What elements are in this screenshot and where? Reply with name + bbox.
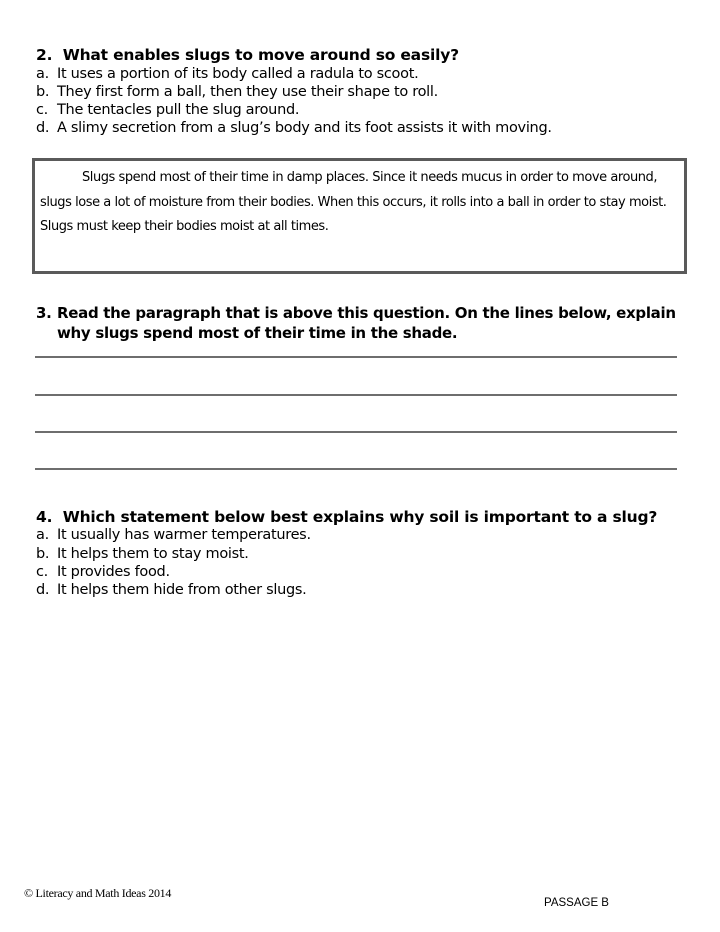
copyright-footer: © Literacy and Math Ideas 2014 (24, 886, 172, 900)
option-text: It helps them to stay moist. (57, 546, 249, 562)
question-4-option-c[interactable] (36, 563, 170, 582)
option-text: It provides food. (57, 564, 170, 580)
question-2-option-d[interactable] (36, 119, 552, 138)
passage-label: PASSAGE B (544, 897, 609, 909)
question-2-option-a[interactable] (36, 65, 418, 84)
question-2-text: What enables slugs to move around so easily? (62, 46, 459, 64)
option-text: It uses a portion of its body called a radula to scoot. (57, 66, 419, 82)
question-4-option-a[interactable] (36, 526, 311, 545)
question-4-number: 4. (36, 508, 53, 526)
option-letter: a. (36, 66, 49, 82)
option-text: A slimy secretion from a slug’s body and its foot assists it with moving. (57, 120, 552, 136)
question-2-title (36, 46, 459, 64)
passage-text: Slugs spend most of their time in damp places. Since it needs mucus in order to move around, slugs lose a lot of moisture from their bodies. When this occurs, it rolls into a ball in order to stay moist. Slugs must keep their bodies moist at all times. (40, 170, 667, 234)
answer-line-2[interactable] (35, 394, 677, 396)
option-letter: b. (36, 546, 50, 562)
question-3-number: 3. (36, 304, 52, 322)
option-text: They first form a ball, then they use their shape to roll. (57, 84, 438, 100)
option-text: It usually has warmer temperatures. (57, 527, 311, 543)
question-3-title (36, 304, 696, 343)
option-letter: b. (36, 84, 50, 100)
answer-line-4[interactable] (35, 468, 677, 470)
option-text: The tentacles pull the slug around. (57, 102, 300, 118)
question-4-title (36, 508, 657, 526)
question-4-option-b[interactable] (36, 545, 249, 564)
option-text: It helps them hide from other slugs. (57, 582, 307, 598)
option-letter: d. (36, 120, 50, 136)
question-4-text: Which statement below best explains why soil is important to a slug? (62, 508, 658, 526)
question-2-option-b[interactable] (36, 83, 438, 102)
option-letter: c. (36, 564, 48, 580)
question-4-option-d[interactable] (36, 581, 307, 600)
question-3-text: Read the paragraph that is above this question. On the lines below, explain why slugs spend most of their time in the shade. (57, 304, 676, 342)
option-letter: a. (36, 527, 49, 543)
passage-box (32, 158, 687, 274)
question-2-option-c[interactable] (36, 101, 299, 120)
option-letter: d. (36, 582, 50, 598)
question-2-number: 2. (36, 46, 53, 64)
answer-line-1[interactable] (35, 356, 677, 358)
option-letter: c. (36, 102, 48, 118)
answer-line-3[interactable] (35, 431, 677, 433)
